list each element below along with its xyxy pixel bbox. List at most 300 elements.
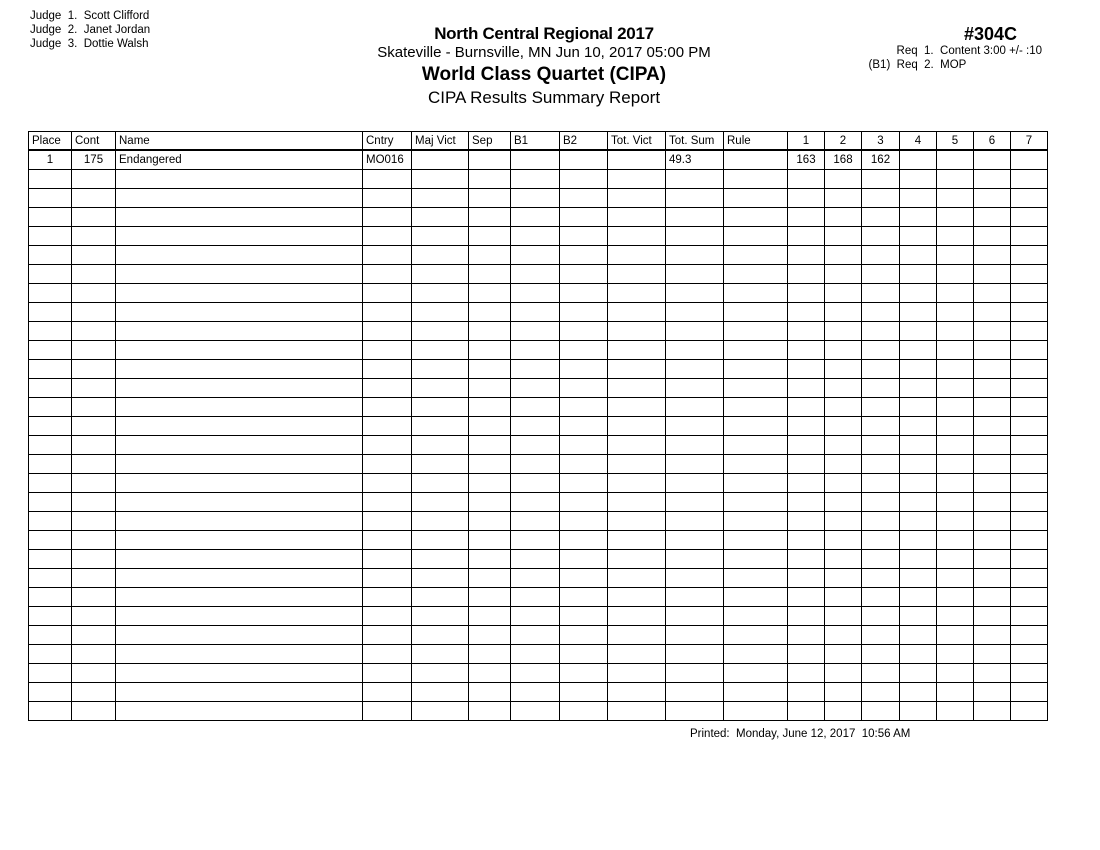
table-cell (724, 246, 788, 265)
column-header: 4 (900, 132, 937, 151)
table-cell (1011, 265, 1048, 284)
table-cell (974, 436, 1011, 455)
table-cell (1011, 550, 1048, 569)
table-cell (29, 531, 72, 550)
table-cell (511, 550, 560, 569)
table-row-empty (29, 246, 1048, 265)
table-cell (608, 493, 666, 512)
table-cell (937, 531, 974, 550)
table-cell (72, 645, 116, 664)
table-cell (560, 626, 608, 645)
table-cell (29, 607, 72, 626)
table-cell (116, 550, 363, 569)
table-cell (412, 664, 469, 683)
table-cell (608, 360, 666, 379)
table-cell (862, 607, 900, 626)
table-row-empty (29, 322, 1048, 341)
table-cell (974, 170, 1011, 189)
table-cell (29, 417, 72, 436)
table-cell (974, 189, 1011, 208)
table-cell (511, 284, 560, 303)
table-cell (511, 227, 560, 246)
table-row-empty (29, 531, 1048, 550)
table-cell (511, 626, 560, 645)
table-cell (974, 702, 1011, 721)
table-cell (116, 360, 363, 379)
table-row-empty (29, 227, 1048, 246)
competition-title: North Central Regional 2017 (434, 24, 654, 43)
table-cell (116, 588, 363, 607)
table-cell (72, 436, 116, 455)
table-cell (560, 645, 608, 664)
table-cell (724, 170, 788, 189)
table-cell (900, 569, 937, 588)
table-cell (937, 512, 974, 531)
table-cell (412, 227, 469, 246)
table-cell (363, 170, 412, 189)
table-cell (560, 531, 608, 550)
table-cell (116, 322, 363, 341)
table-cell (29, 512, 72, 531)
table-cell (72, 493, 116, 512)
table-cell (862, 284, 900, 303)
table-cell (666, 588, 724, 607)
table-cell (511, 569, 560, 588)
table-cell (363, 702, 412, 721)
table-cell: 168 (825, 150, 862, 170)
table-cell (608, 436, 666, 455)
table-cell (825, 588, 862, 607)
table-cell (116, 227, 363, 246)
table-row-empty (29, 379, 1048, 398)
table-cell (825, 189, 862, 208)
table-cell (511, 208, 560, 227)
table-cell (72, 360, 116, 379)
table-cell (116, 512, 363, 531)
table-cell (666, 531, 724, 550)
table-cell (900, 436, 937, 455)
table-cell (363, 417, 412, 436)
table-cell (666, 455, 724, 474)
table-cell (469, 683, 511, 702)
table-cell (29, 664, 72, 683)
table-cell (363, 455, 412, 474)
table-cell (363, 493, 412, 512)
table-row-empty (29, 569, 1048, 588)
table-cell (724, 569, 788, 588)
table-row-empty (29, 436, 1048, 455)
table-cell (788, 702, 825, 721)
table-cell (608, 588, 666, 607)
table-row-empty (29, 303, 1048, 322)
table-cell (560, 150, 608, 170)
table-cell (412, 626, 469, 645)
table-cell (116, 531, 363, 550)
table-cell (72, 550, 116, 569)
table-cell (825, 284, 862, 303)
table-cell (412, 284, 469, 303)
table-cell (363, 398, 412, 417)
table-row-empty (29, 607, 1048, 626)
table-cell (29, 569, 72, 588)
table-cell (29, 208, 72, 227)
table-cell (72, 322, 116, 341)
table-cell (363, 436, 412, 455)
table-cell (560, 550, 608, 569)
table-cell (29, 645, 72, 664)
table-cell (825, 246, 862, 265)
table-cell (788, 227, 825, 246)
table-cell (666, 664, 724, 683)
table-cell (788, 683, 825, 702)
table-cell (1011, 284, 1048, 303)
table-cell (862, 493, 900, 512)
table-cell (724, 474, 788, 493)
table-cell (511, 246, 560, 265)
table-cell (666, 474, 724, 493)
table-cell (116, 664, 363, 683)
table-cell (788, 341, 825, 360)
table-cell (937, 150, 974, 170)
table-cell (724, 626, 788, 645)
table-cell (1011, 702, 1048, 721)
table-cell (788, 436, 825, 455)
table-cell (116, 569, 363, 588)
table-cell (825, 512, 862, 531)
table-cell (363, 664, 412, 683)
table-cell (363, 303, 412, 322)
table-cell (608, 550, 666, 569)
table-cell (862, 322, 900, 341)
table-cell (469, 645, 511, 664)
table-row-empty (29, 664, 1048, 683)
table-cell (937, 455, 974, 474)
table-cell (862, 474, 900, 493)
table-cell (560, 246, 608, 265)
table-cell (560, 683, 608, 702)
table-cell (469, 150, 511, 170)
table-cell (666, 626, 724, 645)
table-cell (560, 322, 608, 341)
column-header: Cont (72, 132, 116, 151)
table-cell (724, 436, 788, 455)
table-cell (116, 398, 363, 417)
table-cell (29, 455, 72, 474)
table-cell (788, 607, 825, 626)
table-cell (469, 284, 511, 303)
table-cell (363, 607, 412, 626)
table-cell (974, 360, 1011, 379)
judge-3: Judge 3. Dottie Walsh (30, 38, 149, 50)
table-cell (469, 208, 511, 227)
table-cell (862, 455, 900, 474)
table-cell (825, 398, 862, 417)
table-cell (469, 493, 511, 512)
table-row-empty (29, 341, 1048, 360)
table-cell (29, 379, 72, 398)
table-cell (29, 702, 72, 721)
table-cell (825, 531, 862, 550)
table-cell (560, 607, 608, 626)
table-cell (666, 246, 724, 265)
table-cell (511, 493, 560, 512)
table-cell: 49.3 (666, 150, 724, 170)
table-row-empty (29, 208, 1048, 227)
table-cell (412, 512, 469, 531)
table-cell (862, 398, 900, 417)
table-cell (116, 436, 363, 455)
table-cell (724, 531, 788, 550)
table-cell (363, 531, 412, 550)
table-row-empty (29, 474, 1048, 493)
table-cell (937, 246, 974, 265)
table-cell (937, 284, 974, 303)
table-cell (511, 645, 560, 664)
table-cell (412, 474, 469, 493)
table-cell (666, 341, 724, 360)
table-cell (72, 702, 116, 721)
column-header: Tot. Vict (608, 132, 666, 151)
table-cell (469, 550, 511, 569)
table-cell (412, 303, 469, 322)
table-cell (825, 607, 862, 626)
table-cell (511, 702, 560, 721)
table-cell (1011, 341, 1048, 360)
table-cell (412, 417, 469, 436)
table-cell (72, 531, 116, 550)
table-cell (900, 417, 937, 436)
table-cell (724, 322, 788, 341)
table-cell (29, 683, 72, 702)
table-cell (608, 150, 666, 170)
table-cell (937, 398, 974, 417)
table-cell (469, 398, 511, 417)
table-cell (825, 702, 862, 721)
table-cell (363, 246, 412, 265)
table-cell (900, 227, 937, 246)
table-cell (862, 265, 900, 284)
table-cell (511, 664, 560, 683)
table-cell (363, 626, 412, 645)
table-cell (724, 702, 788, 721)
table-cell (363, 474, 412, 493)
table-cell (511, 379, 560, 398)
table-cell (29, 493, 72, 512)
table-cell (862, 227, 900, 246)
table-cell (560, 702, 608, 721)
table-cell (974, 208, 1011, 227)
table-cell (788, 208, 825, 227)
table-cell (608, 664, 666, 683)
table-cell (724, 417, 788, 436)
table-cell (412, 569, 469, 588)
table-cell (788, 322, 825, 341)
table-cell (116, 341, 363, 360)
table-cell (1011, 455, 1048, 474)
table-cell (469, 702, 511, 721)
table-cell (116, 474, 363, 493)
table-cell (560, 569, 608, 588)
table-cell (974, 569, 1011, 588)
table-cell (469, 189, 511, 208)
table-cell (900, 626, 937, 645)
table-cell (862, 379, 900, 398)
table-cell (560, 455, 608, 474)
table-cell (900, 170, 937, 189)
table-cell (363, 322, 412, 341)
judges-list (30, 9, 150, 51)
table-cell (72, 455, 116, 474)
table-cell (666, 227, 724, 246)
table-cell (974, 417, 1011, 436)
table-cell (900, 246, 937, 265)
table-cell (469, 303, 511, 322)
table-cell (72, 341, 116, 360)
table-cell (72, 512, 116, 531)
table-cell (1011, 436, 1048, 455)
table-cell (116, 455, 363, 474)
table-cell (608, 645, 666, 664)
table-cell (937, 227, 974, 246)
table-cell (788, 645, 825, 664)
table-cell (937, 360, 974, 379)
table-cell (724, 341, 788, 360)
table-cell (862, 208, 900, 227)
table-cell (608, 284, 666, 303)
table-cell (666, 569, 724, 588)
table-cell (900, 702, 937, 721)
table-cell (511, 341, 560, 360)
table-cell (900, 379, 937, 398)
table-cell (116, 607, 363, 626)
table-cell (469, 474, 511, 493)
table-cell (412, 550, 469, 569)
table-cell (560, 664, 608, 683)
table-cell (825, 474, 862, 493)
table-cell: MO016 (363, 150, 412, 170)
table-cell (1011, 208, 1048, 227)
table-cell (116, 265, 363, 284)
table-cell (511, 588, 560, 607)
table-cell (29, 284, 72, 303)
table-cell (412, 379, 469, 398)
table-cell (900, 588, 937, 607)
table-cell (900, 303, 937, 322)
table-cell (862, 246, 900, 265)
table-cell (72, 227, 116, 246)
table-cell (666, 208, 724, 227)
table-cell (862, 569, 900, 588)
table-cell (72, 626, 116, 645)
table-cell (29, 303, 72, 322)
event-title: World Class Quartet (CIPA) (421, 64, 667, 85)
table-cell (937, 588, 974, 607)
table-cell (72, 284, 116, 303)
table-cell (412, 360, 469, 379)
table-cell (608, 341, 666, 360)
table-cell (937, 379, 974, 398)
table-cell (608, 702, 666, 721)
table-cell (862, 683, 900, 702)
table-cell (937, 170, 974, 189)
table-cell (825, 322, 862, 341)
table-cell (363, 360, 412, 379)
table-cell (511, 398, 560, 417)
table-cell (862, 664, 900, 683)
table-cell (116, 189, 363, 208)
table-row-empty (29, 645, 1048, 664)
table-cell (974, 265, 1011, 284)
table-cell (788, 303, 825, 322)
table-row-empty (29, 588, 1048, 607)
table-cell (862, 360, 900, 379)
table-cell (666, 683, 724, 702)
table-cell (560, 436, 608, 455)
table-cell (72, 379, 116, 398)
table-cell (825, 626, 862, 645)
table-cell (412, 436, 469, 455)
table-cell (511, 170, 560, 189)
table-cell (937, 341, 974, 360)
table-cell (825, 227, 862, 246)
table-cell (1011, 417, 1048, 436)
table-cell (363, 569, 412, 588)
column-header: 7 (1011, 132, 1048, 151)
table-cell (511, 531, 560, 550)
table-cell (974, 550, 1011, 569)
table-cell (608, 455, 666, 474)
table-cell (469, 626, 511, 645)
table-cell (788, 265, 825, 284)
table-cell (363, 284, 412, 303)
table-cell (862, 189, 900, 208)
table-cell (900, 208, 937, 227)
table-cell (412, 208, 469, 227)
table-cell (862, 645, 900, 664)
table-cell (937, 322, 974, 341)
report-header (344, 24, 744, 109)
requirement-2: (B1) Req 2. MOP (868, 59, 967, 71)
table-cell (724, 208, 788, 227)
table-cell (974, 664, 1011, 683)
table-cell (862, 702, 900, 721)
table-cell (974, 626, 1011, 645)
table-cell (608, 474, 666, 493)
table-cell (1011, 588, 1048, 607)
table-cell (724, 664, 788, 683)
results-table (28, 131, 1048, 721)
table-cell (412, 246, 469, 265)
table-cell (825, 683, 862, 702)
table-cell (469, 607, 511, 626)
table-row-empty (29, 626, 1048, 645)
table-cell (666, 360, 724, 379)
table-cell (1011, 683, 1048, 702)
table-cell (825, 341, 862, 360)
table-cell (29, 360, 72, 379)
table-cell (29, 189, 72, 208)
table-cell (469, 322, 511, 341)
table-cell (560, 379, 608, 398)
table-cell (469, 227, 511, 246)
table-cell (937, 683, 974, 702)
table-cell (666, 303, 724, 322)
table-cell (862, 303, 900, 322)
table-cell (72, 664, 116, 683)
table-cell (560, 284, 608, 303)
table-cell (72, 398, 116, 417)
table-cell (900, 512, 937, 531)
